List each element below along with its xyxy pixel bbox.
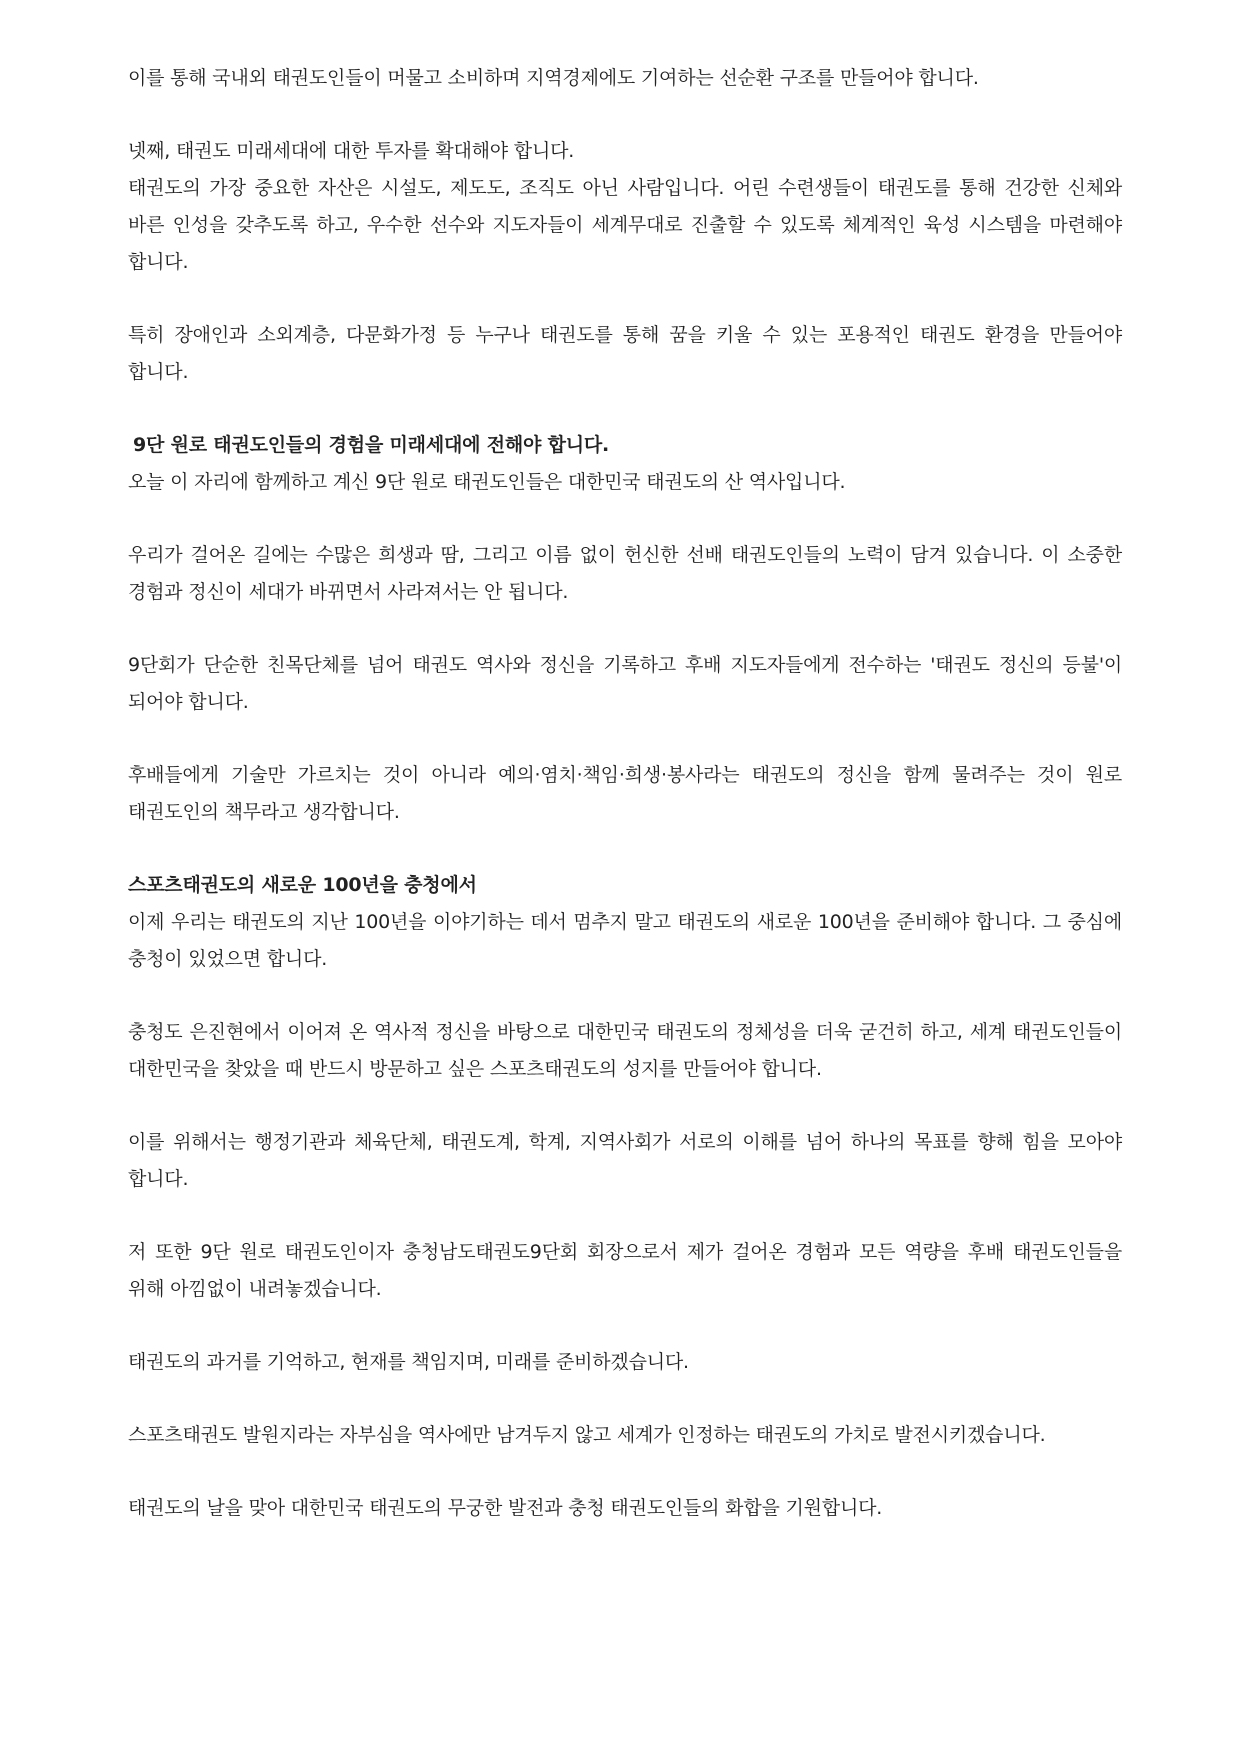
paragraph-sacred-place: 충청도 은진현에서 이어져 온 역사적 정신을 바탕으로 대한민국 태권도의 정체성을 더욱 굳건히 하고, 세계 태권도인들이 대한민국을 찾았을 때 반드시 방문하고 싶은 스포츠태권도의 성지를 만들어야 합니다. <box>128 1021 1122 1080</box>
paragraph-past-present-future: 태권도의 과거를 기억하고, 현재를 책임지며, 미래를 준비하겠습니다. <box>128 1351 689 1373</box>
paragraph-living-history: 오늘 이 자리에 함께하고 계신 9단 원로 태권도인들은 대한민국 태권도의 산 역사입니다. <box>128 471 846 493</box>
paragraph-elder-duty: 후배들에게 기술만 가르치는 것이 아니라 예의·염치·책임·희생·봉사라는 태권도의 정신을 함께 물려주는 것이 원로 태권도인의 책무라고 생각합니다. <box>128 764 1122 823</box>
paragraph-local-economy: 이를 통해 국내외 태권도인들이 머물고 소비하며 지역경제에도 기여하는 선순환 구조를 만들어야 합니다. <box>128 67 979 89</box>
paragraph-next-hundred-years: 이제 우리는 태권도의 지난 100년을 이야기하는 데서 멈추지 말고 태권도의 새로운 100년을 준비해야 합니다. 그 중심에 충청이 있었으면 합니다. <box>128 911 1122 970</box>
paragraph-inclusive-environment: 특히 장애인과 소외계층, 다문화가정 등 누구나 태권도를 통해 꿈을 키울 수 있는 포용적인 태권도 환경을 만들어야 합니다. <box>128 324 1122 383</box>
paragraph-torch-of-spirit: 9단회가 단순한 친목단체를 넘어 태권도 역사와 정신을 기록하고 후배 지도자들에게 전수하는 '태권도 정신의 등불'이 되어야 합니다. <box>128 654 1122 713</box>
paragraph-people-asset: 태권도의 가장 중요한 자산은 시설도, 제도도, 조직도 아닌 사람입니다. 어린 수련생들이 태권도를 통해 건강한 신체와 바른 인성을 갖추도록 하고, 우수한 선수와 지도자들이 세계무대로 진출할 수 있도록 체계적인 육성 시스템을 마련해야 합니다. <box>128 177 1122 273</box>
section-heading-new-century: 스포츠태권도의 새로운 100년을 충청에서 <box>128 874 477 896</box>
section-heading-elders: 9단 원로 태권도인들의 경험을 미래세대에 전해야 합니다. <box>133 434 610 456</box>
paragraph-closing-wish: 태권도의 날을 맞아 대한민국 태권도의 무궁한 발전과 충청 태권도인들의 화합을 기원합니다. <box>128 1497 883 1519</box>
paragraph-joint-effort: 이를 위해서는 행정기관과 체육단체, 태권도계, 학계, 지역사회가 서로의 이해를 넘어 하나의 목표를 향해 힘을 모아야 합니다. <box>128 1131 1122 1190</box>
paragraph-fourth-point-title: 넷째, 태권도 미래세대에 대한 투자를 확대해야 합니다. <box>128 140 575 162</box>
paragraph-sacrifice: 우리가 걸어온 길에는 수많은 희생과 땀, 그리고 이름 없이 헌신한 선배 태권도인들의 노력이 담겨 있습니다. 이 소중한 경험과 정신이 세대가 바뀌면서 사라져서는 안 됩니다. <box>128 544 1122 603</box>
paragraph-birthplace-pride: 스포츠태권도 발원지라는 자부심을 역사에만 남겨두지 않고 세계가 인정하는 태권도의 가치로 발전시키겠습니다. <box>128 1424 1046 1446</box>
document-page <box>128 60 1122 1563</box>
paragraph-personal-pledge: 저 또한 9단 원로 태권도인이자 충청남도태권도9단회 회장으로서 제가 걸어온 경험과 모든 역량을 후배 태권도인들을 위해 아낌없이 내려놓겠습니다. <box>128 1241 1122 1300</box>
